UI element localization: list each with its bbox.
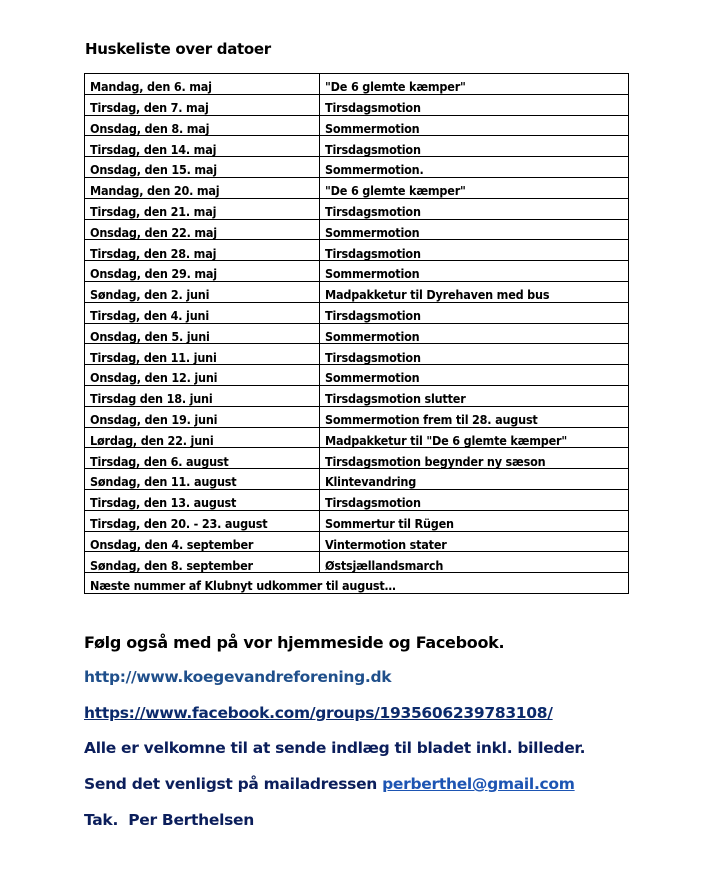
schedule-event-cell: Tirsdagsmotion	[320, 302, 629, 323]
schedule-event-cell: Sommermotion.	[320, 157, 629, 178]
schedule-date-cell: Onsdag, den 22. maj	[85, 219, 320, 240]
table-row-footer-note	[85, 573, 629, 594]
schedule-event-cell: Tirsdagsmotion slutter	[320, 385, 629, 406]
date-schedule-table	[84, 73, 629, 594]
schedule-event-cell: Madpakketur til Dyrehaven med bus	[320, 281, 629, 302]
schedule-event-cell: Madpakketur til "De 6 glemte kæmper"	[320, 427, 629, 448]
schedule-date-cell: Tirsdag, den 14. maj	[85, 136, 320, 157]
send-line	[84, 775, 575, 793]
schedule-event-cell: Sommermotion	[320, 365, 629, 386]
table-row	[85, 177, 629, 198]
schedule-date-cell: Onsdag, den 12. juni	[85, 365, 320, 386]
schedule-date-cell: Tirsdag, den 6. august	[85, 448, 320, 469]
send-text: Send det venligst på mailadressen	[84, 775, 378, 793]
schedule-event-cell: "De 6 glemte kæmper"	[320, 74, 629, 95]
schedule-date-cell: Søndag, den 2. juni	[85, 281, 320, 302]
schedule-event-cell: Sommertur til Rügen	[320, 510, 629, 531]
schedule-date-cell: Tirsdag, den 28. maj	[85, 240, 320, 261]
email-link[interactable]: perberthel@gmail.com	[382, 775, 575, 793]
schedule-event-cell: Tirsdagsmotion	[320, 136, 629, 157]
table-row	[85, 385, 629, 406]
schedule-date-cell: Onsdag, den 5. juni	[85, 323, 320, 344]
schedule-date-cell: Søndag, den 11. august	[85, 469, 320, 490]
schedule-event-cell: "De 6 glemte kæmper"	[320, 177, 629, 198]
table-row	[85, 552, 629, 573]
welcome-text: Alle er velkomne til at sende indlæg til bladet inkl. billeder.	[84, 739, 586, 757]
schedule-event-cell: Sommermotion	[320, 219, 629, 240]
schedule-event-cell: Sommermotion frem til 28. august	[320, 406, 629, 427]
table-row	[85, 489, 629, 510]
follow-text: Følg også med på vor hjemmeside og Facebook.	[84, 633, 505, 652]
table-row	[85, 427, 629, 448]
schedule-date-cell: Lørdag, den 22. juni	[85, 427, 320, 448]
table-row	[85, 302, 629, 323]
schedule-event-cell: Vintermotion stater	[320, 531, 629, 552]
schedule-date-cell: Mandag, den 20. maj	[85, 177, 320, 198]
schedule-date-cell: Onsdag, den 19. juni	[85, 406, 320, 427]
table-row	[85, 323, 629, 344]
table-row	[85, 448, 629, 469]
schedule-date-cell: Tirsdag, den 20. - 23. august	[85, 510, 320, 531]
schedule-event-cell: Tirsdagsmotion begynder ny sæson	[320, 448, 629, 469]
schedule-date-cell: Mandag, den 6. maj	[85, 74, 320, 95]
schedule-date-cell: Tirsdag, den 7. maj	[85, 94, 320, 115]
schedule-event-cell: Tirsdagsmotion	[320, 344, 629, 365]
table-row	[85, 219, 629, 240]
schedule-date-cell: Tirsdag den 18. juni	[85, 385, 320, 406]
schedule-date-cell: Onsdag, den 4. september	[85, 531, 320, 552]
table-row	[85, 531, 629, 552]
table-row	[85, 74, 629, 95]
schedule-date-cell: Tirsdag, den 21. maj	[85, 198, 320, 219]
schedule-date-cell: Tirsdag, den 13. august	[85, 489, 320, 510]
table-row	[85, 261, 629, 282]
schedule-date-cell: Onsdag, den 8. maj	[85, 115, 320, 136]
schedule-event-cell: Sommermotion	[320, 323, 629, 344]
facebook-link[interactable]: https://www.facebook.com/groups/1935606239783108/	[84, 704, 553, 722]
schedule-event-cell: Tirsdagsmotion	[320, 240, 629, 261]
schedule-date-cell: Søndag, den 8. september	[85, 552, 320, 573]
table-row	[85, 344, 629, 365]
schedule-event-cell: Sommermotion	[320, 115, 629, 136]
schedule-event-cell: Sommermotion	[320, 261, 629, 282]
table-row	[85, 198, 629, 219]
thanks-signature: Tak. Per Berthelsen	[84, 811, 254, 829]
table-row	[85, 281, 629, 302]
schedule-date-cell: Tirsdag, den 11. juni	[85, 344, 320, 365]
table-row	[85, 406, 629, 427]
schedule-date-cell: Onsdag, den 15. maj	[85, 157, 320, 178]
schedule-event-cell: Tirsdagsmotion	[320, 94, 629, 115]
schedule-event-cell: Tirsdagsmotion	[320, 198, 629, 219]
schedule-event-cell: Klintevandring	[320, 469, 629, 490]
schedule-event-cell: Tirsdagsmotion	[320, 489, 629, 510]
schedule-body	[85, 74, 629, 594]
table-row	[85, 115, 629, 136]
website-link[interactable]: http://www.koegevandreforening.dk	[84, 668, 392, 686]
schedule-date-cell: Tirsdag, den 4. juni	[85, 302, 320, 323]
table-row	[85, 157, 629, 178]
page-title: Huskeliste over datoer	[85, 40, 271, 58]
table-row	[85, 136, 629, 157]
schedule-event-cell: Østsjællandsmarch	[320, 552, 629, 573]
schedule-date-cell: Onsdag, den 29. maj	[85, 261, 320, 282]
table-row	[85, 510, 629, 531]
table-row	[85, 365, 629, 386]
table-row	[85, 94, 629, 115]
table-row	[85, 469, 629, 490]
table-row	[85, 240, 629, 261]
footer-note-cell: Næste nummer af Klubnyt udkommer til august…	[85, 573, 629, 594]
